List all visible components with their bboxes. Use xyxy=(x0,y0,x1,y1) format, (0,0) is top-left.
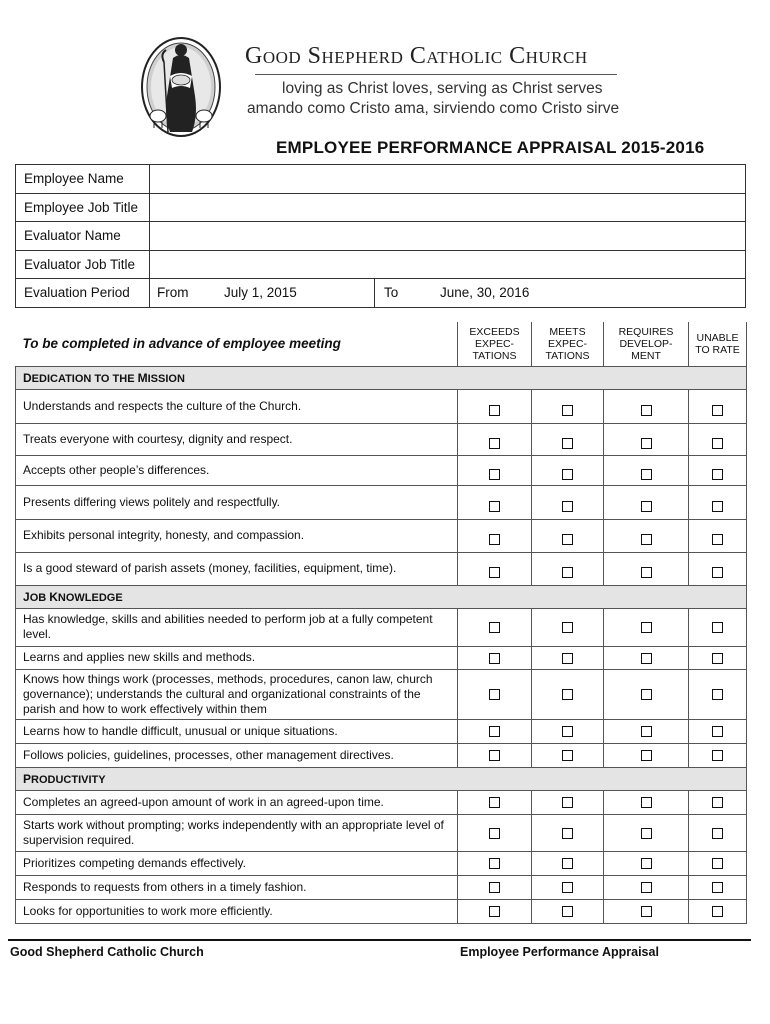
section-header-productivity xyxy=(16,767,747,790)
unable-to-rate-checkbox[interactable] xyxy=(712,534,723,545)
requires-development-checkbox[interactable] xyxy=(641,438,652,449)
rating-cell xyxy=(689,552,747,585)
meets-expectations-checkbox[interactable] xyxy=(562,750,573,761)
exceeds-expectations-checkbox[interactable] xyxy=(489,906,500,917)
rating-cell xyxy=(689,790,747,814)
criteria-row xyxy=(16,875,747,899)
meets-expectations-checkbox[interactable] xyxy=(562,622,573,633)
exceeds-expectations-checkbox[interactable] xyxy=(489,828,500,839)
exceeds-expectations-checkbox[interactable] xyxy=(489,622,500,633)
criteria-text: Exhibits personal integrity, honesty, and compassion. xyxy=(16,519,458,552)
rating-cell xyxy=(458,455,532,485)
rating-cell xyxy=(532,608,604,646)
unable-to-rate-checkbox[interactable] xyxy=(712,405,723,416)
rating-cell xyxy=(604,389,689,423)
unable-to-rate-checkbox[interactable] xyxy=(712,469,723,480)
motto-english: loving as Christ loves, serving as Christ serves xyxy=(282,80,603,97)
column-unable-to-rate xyxy=(689,322,747,366)
to-label: To xyxy=(384,285,399,300)
rating-cell xyxy=(532,389,604,423)
rating-cell xyxy=(604,485,689,519)
rating-cell xyxy=(532,423,604,455)
section-title xyxy=(16,585,747,608)
section-title-part: K xyxy=(49,589,58,604)
rating-cell xyxy=(458,790,532,814)
rating-cell xyxy=(689,851,747,875)
section-title-part: ISSION xyxy=(147,372,185,385)
column-header-line: EXPEC- xyxy=(547,337,588,350)
unable-to-rate-checkbox[interactable] xyxy=(712,828,723,839)
rating-cell xyxy=(689,485,747,519)
meets-expectations-checkbox[interactable] xyxy=(562,797,573,808)
criteria-text: Learns and applies new skills and methods. xyxy=(16,646,458,669)
criteria-text: Starts work without prompting; works independently with an appropriate level of supervision required. xyxy=(16,814,458,851)
column-header-line: TATIONS xyxy=(472,349,517,362)
exceeds-expectations-checkbox[interactable] xyxy=(489,653,500,664)
evaluator-job-title-field[interactable] xyxy=(150,250,746,279)
document-title: EMPLOYEE PERFORMANCE APPRAISAL 2015-2016 xyxy=(276,138,705,157)
section-title-part: RODUCTIVITY xyxy=(31,773,106,786)
period-divider xyxy=(374,279,375,307)
rating-cell xyxy=(689,455,747,485)
evaluation-period-field[interactable] xyxy=(150,279,746,308)
rating-cell xyxy=(604,552,689,585)
rating-cell xyxy=(689,389,747,423)
rating-cell xyxy=(532,519,604,552)
criteria-text: Has knowledge, skills and abilities needed to perform job at a fully competent level. xyxy=(16,608,458,646)
rating-cell xyxy=(532,743,604,767)
rating-cell xyxy=(604,669,689,719)
criteria-text: Looks for opportunities to work more efficiently. xyxy=(16,899,458,923)
rating-cell xyxy=(458,899,532,923)
rating-cell xyxy=(532,875,604,899)
rating-cell xyxy=(458,485,532,519)
footer-document-name: Employee Performance Appraisal xyxy=(460,945,659,959)
criteria-row xyxy=(16,719,747,743)
criteria-row xyxy=(16,669,747,719)
requires-development-checkbox[interactable] xyxy=(641,501,652,512)
rating-header-row xyxy=(16,322,747,366)
rating-cell xyxy=(689,899,747,923)
rating-cell xyxy=(532,814,604,851)
criteria-text: Completes an agreed-upon amount of work in an agreed-upon time. xyxy=(16,790,458,814)
evaluation-period-label: Evaluation Period xyxy=(16,279,150,308)
from-date-value[interactable]: July 1, 2015 xyxy=(224,285,297,300)
requires-development-checkbox[interactable] xyxy=(641,567,652,578)
to-date-value[interactable]: June, 30, 2016 xyxy=(440,285,530,300)
section-title xyxy=(16,366,747,389)
criteria-row xyxy=(16,519,747,552)
unable-to-rate-checkbox[interactable] xyxy=(712,653,723,664)
instruction-text: To be completed in advance of employee meeting xyxy=(16,322,458,366)
rating-cell xyxy=(689,608,747,646)
rating-cell xyxy=(458,552,532,585)
rating-cell xyxy=(532,646,604,669)
criteria-row xyxy=(16,423,747,455)
criteria-row xyxy=(16,552,747,585)
criteria-row xyxy=(16,646,747,669)
column-header-line: UNABLE xyxy=(696,331,739,344)
criteria-row xyxy=(16,790,747,814)
evaluator-job-title-row xyxy=(16,250,746,279)
employee-job-title-field[interactable] xyxy=(150,193,746,222)
requires-development-checkbox[interactable] xyxy=(641,858,652,869)
evaluator-name-field[interactable] xyxy=(150,222,746,251)
criteria-text: Understands and respects the culture of the Church. xyxy=(16,389,458,423)
exceeds-expectations-checkbox[interactable] xyxy=(489,469,500,480)
rating-cell xyxy=(532,899,604,923)
rating-cell xyxy=(458,646,532,669)
criteria-text: Is a good steward of parish assets (money, facilities, equipment, time). xyxy=(16,552,458,585)
requires-development-checkbox[interactable] xyxy=(641,534,652,545)
rating-cell xyxy=(532,719,604,743)
criteria-row xyxy=(16,851,747,875)
criteria-text: Learns how to handle difficult, unusual or unique situations. xyxy=(16,719,458,743)
header-divider xyxy=(255,74,617,75)
requires-development-checkbox[interactable] xyxy=(641,906,652,917)
from-label: From xyxy=(157,285,189,300)
section-title-part: OB xyxy=(29,591,50,604)
section-header-dedication-to-mission xyxy=(16,366,747,389)
section-title xyxy=(16,767,747,790)
motto-spanish: amando como Cristo ama, sirviendo como Cristo sirve xyxy=(247,100,620,117)
criteria-text: Follows policies, guidelines, processes, other management directives. xyxy=(16,743,458,767)
exceeds-expectations-checkbox[interactable] xyxy=(489,882,500,893)
column-meets-expectations xyxy=(532,322,604,366)
rating-cell xyxy=(689,743,747,767)
rating-cell xyxy=(689,875,747,899)
exceeds-expectations-checkbox[interactable] xyxy=(489,797,500,808)
employee-job-title-row xyxy=(16,193,746,222)
unable-to-rate-checkbox[interactable] xyxy=(712,882,723,893)
unable-to-rate-checkbox[interactable] xyxy=(712,501,723,512)
requires-development-checkbox[interactable] xyxy=(641,405,652,416)
rating-cell xyxy=(532,851,604,875)
rating-cell xyxy=(604,790,689,814)
meets-expectations-checkbox[interactable] xyxy=(562,567,573,578)
section-title-part: NOWLEDGE xyxy=(57,591,123,604)
rating-cell xyxy=(689,719,747,743)
rating-cell xyxy=(458,719,532,743)
rating-cell xyxy=(604,743,689,767)
meets-expectations-checkbox[interactable] xyxy=(562,906,573,917)
column-header-line: EXPEC- xyxy=(474,337,515,350)
meets-expectations-checkbox[interactable] xyxy=(562,501,573,512)
column-requires-development xyxy=(604,322,689,366)
rating-cell xyxy=(689,669,747,719)
rating-cell xyxy=(458,608,532,646)
exceeds-expectations-checkbox[interactable] xyxy=(489,567,500,578)
meets-expectations-checkbox[interactable] xyxy=(562,882,573,893)
requires-development-checkbox[interactable] xyxy=(641,828,652,839)
rating-cell xyxy=(532,790,604,814)
meets-expectations-checkbox[interactable] xyxy=(562,689,573,700)
rating-cell xyxy=(604,851,689,875)
unable-to-rate-checkbox[interactable] xyxy=(712,750,723,761)
good-shepherd-seal-icon xyxy=(140,36,222,138)
column-header-line: REQUIRES xyxy=(618,325,674,338)
meets-expectations-checkbox[interactable] xyxy=(562,405,573,416)
unable-to-rate-checkbox[interactable] xyxy=(712,858,723,869)
section-title-part: M xyxy=(137,370,148,385)
requires-development-checkbox[interactable] xyxy=(641,469,652,480)
criteria-text: Prioritizes competing demands effectively. xyxy=(16,851,458,875)
rating-cell xyxy=(604,608,689,646)
rating-cell xyxy=(604,814,689,851)
rating-cell xyxy=(458,669,532,719)
criteria-text: Knows how things work (processes, methods, procedures, canon law, church governance); understands the cultural and organizational constraints of the parish and how to work effectively within them xyxy=(16,669,458,719)
unable-to-rate-checkbox[interactable] xyxy=(712,689,723,700)
exceeds-expectations-checkbox[interactable] xyxy=(489,501,500,512)
exceeds-expectations-checkbox[interactable] xyxy=(489,726,500,737)
meets-expectations-checkbox[interactable] xyxy=(562,726,573,737)
footer-church-name: Good Shepherd Catholic Church xyxy=(10,945,204,959)
performance-rating-table xyxy=(15,322,747,924)
criteria-text: Accepts other people’s differences. xyxy=(16,455,458,485)
requires-development-checkbox[interactable] xyxy=(641,622,652,633)
rating-cell xyxy=(689,519,747,552)
meets-expectations-checkbox[interactable] xyxy=(562,828,573,839)
requires-development-checkbox[interactable] xyxy=(641,797,652,808)
evaluator-job-title-label: Evaluator Job Title xyxy=(16,250,150,279)
requires-development-checkbox[interactable] xyxy=(641,653,652,664)
unable-to-rate-checkbox[interactable] xyxy=(712,567,723,578)
meets-expectations-checkbox[interactable] xyxy=(562,858,573,869)
rating-cell xyxy=(604,646,689,669)
column-header-line: TATIONS xyxy=(545,349,590,362)
rating-cell xyxy=(604,519,689,552)
evaluator-name-label: Evaluator Name xyxy=(16,222,150,251)
criteria-text: Treats everyone with courtesy, dignity and respect. xyxy=(16,423,458,455)
rating-cell xyxy=(532,552,604,585)
rating-cell xyxy=(458,875,532,899)
rating-cell xyxy=(532,485,604,519)
criteria-row xyxy=(16,389,747,423)
footer-divider xyxy=(8,939,751,941)
unable-to-rate-checkbox[interactable] xyxy=(712,726,723,737)
rating-cell xyxy=(689,646,747,669)
section-title-part: J xyxy=(23,589,30,604)
rating-cell xyxy=(604,899,689,923)
rating-cell xyxy=(458,423,532,455)
rating-cell xyxy=(532,455,604,485)
section-header-job-knowledge xyxy=(16,585,747,608)
exceeds-expectations-checkbox[interactable] xyxy=(489,405,500,416)
exceeds-expectations-checkbox[interactable] xyxy=(489,689,500,700)
criteria-text: Presents differing views politely and respectfully. xyxy=(16,485,458,519)
meets-expectations-checkbox[interactable] xyxy=(562,534,573,545)
employee-name-row xyxy=(16,165,746,194)
rating-cell xyxy=(689,423,747,455)
column-header-line: MEETS xyxy=(549,325,586,338)
meets-expectations-checkbox[interactable] xyxy=(562,438,573,449)
unable-to-rate-checkbox[interactable] xyxy=(712,438,723,449)
rating-cell xyxy=(458,814,532,851)
rating-cell xyxy=(532,669,604,719)
rating-cell xyxy=(458,743,532,767)
unable-to-rate-checkbox[interactable] xyxy=(712,797,723,808)
rating-cell xyxy=(604,875,689,899)
employee-name-label: Employee Name xyxy=(16,165,150,194)
meets-expectations-checkbox[interactable] xyxy=(562,653,573,664)
meets-expectations-checkbox[interactable] xyxy=(562,469,573,480)
column-exceeds-expectations xyxy=(458,322,532,366)
rating-cell xyxy=(604,719,689,743)
criteria-row xyxy=(16,899,747,923)
requires-development-checkbox[interactable] xyxy=(641,726,652,737)
rating-cell xyxy=(458,851,532,875)
criteria-row xyxy=(16,814,747,851)
section-title-part: D xyxy=(23,370,32,385)
rating-cell xyxy=(604,455,689,485)
rating-cell xyxy=(458,519,532,552)
criteria-row xyxy=(16,743,747,767)
criteria-row xyxy=(16,455,747,485)
column-header-line: TO RATE xyxy=(695,343,740,356)
section-title-part: P xyxy=(23,771,32,786)
criteria-row xyxy=(16,608,747,646)
evaluation-period-row xyxy=(16,279,746,308)
requires-development-checkbox[interactable] xyxy=(641,882,652,893)
section-title-part: EDICATION TO THE xyxy=(31,372,138,385)
church-name: Good Shepherd Catholic Church xyxy=(245,43,588,69)
rating-cell xyxy=(458,389,532,423)
evaluator-name-row xyxy=(16,222,746,251)
exceeds-expectations-checkbox[interactable] xyxy=(489,534,500,545)
criteria-text: Responds to requests from others in a timely fashion. xyxy=(16,875,458,899)
criteria-row xyxy=(16,485,747,519)
exceeds-expectations-checkbox[interactable] xyxy=(489,858,500,869)
column-header-line: DEVELOP- xyxy=(619,337,673,350)
requires-development-checkbox[interactable] xyxy=(641,689,652,700)
employee-info-table xyxy=(15,164,746,308)
unable-to-rate-checkbox[interactable] xyxy=(712,622,723,633)
exceeds-expectations-checkbox[interactable] xyxy=(489,750,500,761)
column-header-line: EXCEEDS xyxy=(469,325,520,338)
employee-job-title-label: Employee Job Title xyxy=(16,193,150,222)
requires-development-checkbox[interactable] xyxy=(641,750,652,761)
column-header-line: MENT xyxy=(631,349,661,362)
employee-name-field[interactable] xyxy=(150,165,746,194)
rating-cell xyxy=(689,814,747,851)
rating-cell xyxy=(604,423,689,455)
unable-to-rate-checkbox[interactable] xyxy=(712,906,723,917)
exceeds-expectations-checkbox[interactable] xyxy=(489,438,500,449)
